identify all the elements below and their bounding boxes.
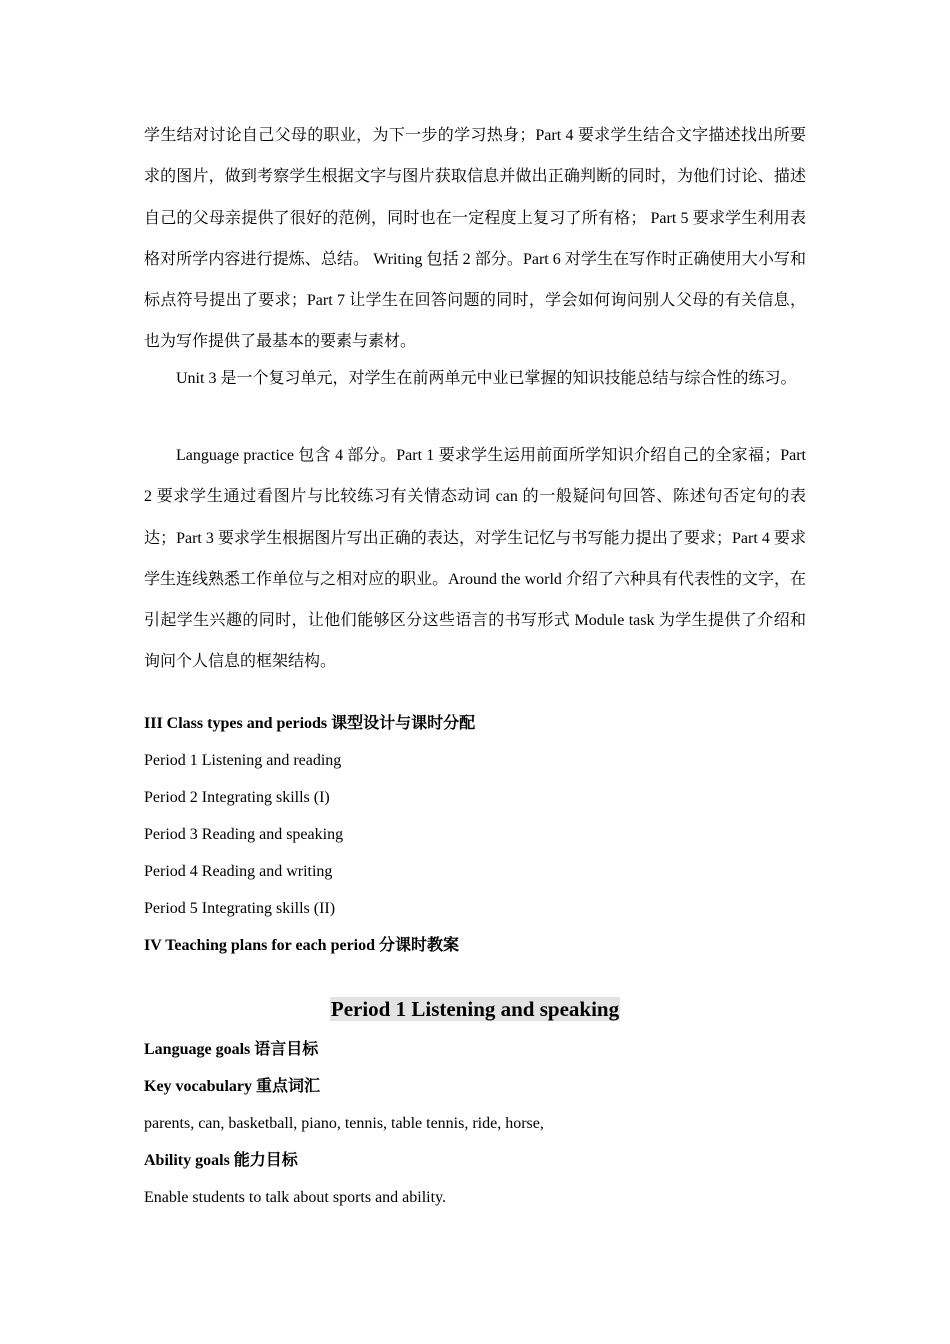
paragraph-parts-summary: 学生结对讨论自己父母的职业，为下一步的学习热身；Part 4 要求学生结合文字描述找出所要求的图片，做到考察学生根据文字与图片获取信息并做出正确判断的同时，为他们讨论、描述自己的父母亲提供了很好的范例，同时也在一定程度上复习了所有格； Part 5 要求学生利用表格对所学内容进行提炼、总结。 Writing 包括 2 部分。Part 6 对学生在写作时正确使用大小写和标点符号提出了要求；Part 7 让学生在回答问题的同时，学会如何询问别人父母的有关信息，也为写作提供了最基本的要素与素材。 — [144, 127, 806, 351]
paragraph-language-practice: Language practice 包含 4 部分。Part 1 要求学生运用前面所学知识介绍自己的全家福；Part 2 要求学生通过看图片与比较练习有关情态动词 can 的一般疑问句回答、陈述句否定句的表达；Part 3 要求学生根据图片写出正确的表达，对学生记忆与书写能力提出了要求；Part 4 要求学生连线熟悉工作单位与之相对应的职业。Around the world 介绍了六种具有代表性的文字，在引起学生兴趣的同时，让他们能够区分这些语言的书写形式 Module task 为学生提供了介绍和询问个人信息的框架结构。 — [144, 447, 806, 671]
ability-goals-text: Enable students to talk about sports and ability. — [144, 1189, 447, 1206]
key-vocabulary-label: Key vocabulary 重点词汇 — [144, 1078, 320, 1095]
key-vocabulary-list: parents, can, basketball, piano, tennis, table tennis, ride, horse, — [144, 1115, 544, 1132]
period-list-item: Period 3 Reading and speaking — [144, 826, 344, 843]
period-title-text: Period 1 Listening and speaking — [330, 997, 620, 1021]
period-list-item: Period 1 Listening and reading — [144, 752, 342, 769]
section-heading-teaching-plans: IV Teaching plans for each period 分课时教案 — [144, 937, 460, 954]
language-goals-label: Language goals 语言目标 — [144, 1041, 319, 1058]
period-list-item: Period 2 Integrating skills (I) — [144, 789, 330, 806]
section-heading-class-types: III Class types and periods 课型设计与课时分配 — [144, 715, 476, 732]
ability-goals-label: Ability goals 能力目标 — [144, 1152, 298, 1169]
period-list-item: Period 4 Reading and writing — [144, 863, 333, 880]
paragraph-unit3-summary: Unit 3 是一个复习单元，对学生在前两单元中业已掌握的知识技能总结与综合性的练习。 — [176, 370, 797, 387]
period-list-item: Period 5 Integrating skills (II) — [144, 900, 336, 917]
period-title — [0, 994, 950, 1024]
